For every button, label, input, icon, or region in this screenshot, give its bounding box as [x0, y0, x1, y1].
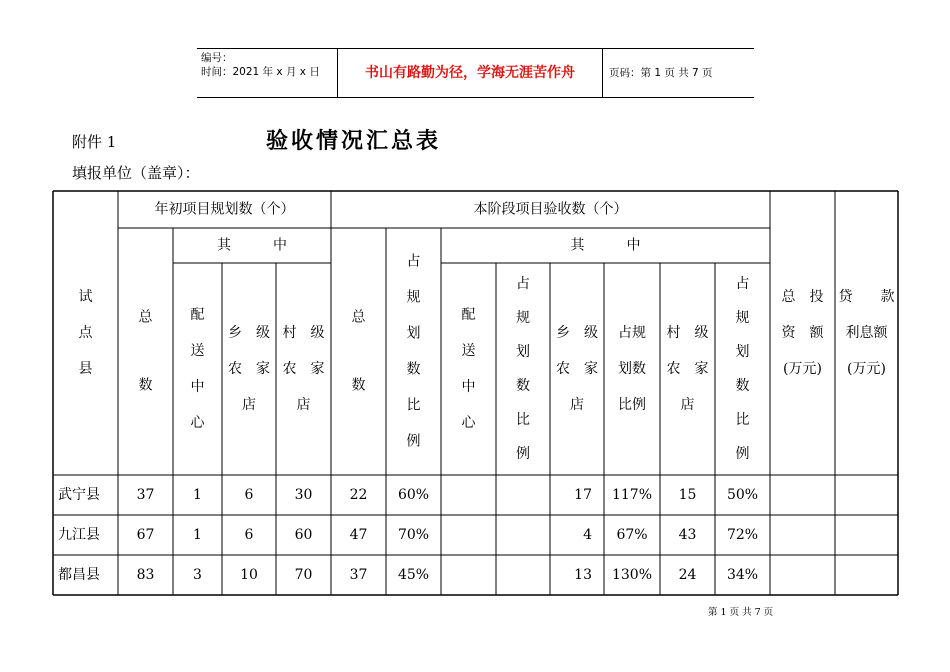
header-acc-ratio: 占: [406, 253, 421, 270]
header-acc-town: 乡 级: [556, 325, 598, 341]
page-footer: 第 1 页 共 7 页: [708, 607, 774, 618]
header-acc-center-ratio: 规: [516, 310, 530, 326]
header-acc-village: 农 家: [666, 361, 709, 377]
table-cell-county: 九江县: [58, 527, 100, 543]
header-invest: 总 投: [781, 289, 824, 305]
table-cell: 43: [678, 527, 697, 543]
header-loan: 利息额: [845, 325, 888, 341]
header-plan-center: 送: [190, 343, 205, 359]
header-plan-group: 年初项目规划数（个）: [154, 201, 295, 218]
header-acc-center-ratio: 划: [516, 344, 530, 360]
table-cell: 37: [136, 487, 155, 503]
table-cell: 3: [193, 567, 202, 583]
table-cell: 10: [240, 567, 258, 583]
table-cell: 30: [294, 487, 313, 503]
page-title: 验收情况汇总表: [266, 128, 442, 154]
header-motto: 书山有路勤为径，学海无涯苦作舟: [365, 65, 575, 81]
table-cell: 34%: [726, 567, 759, 583]
table-cell: 117%: [611, 487, 653, 503]
header-plan-village: 店: [296, 397, 311, 413]
header-acc-village-ratio: 划: [735, 344, 750, 360]
header-qizhong: 其 中: [217, 237, 287, 254]
header-plan-village: 农 家: [282, 361, 325, 377]
header-county: 试: [78, 289, 93, 305]
header-acc-center-ratio: 数: [516, 378, 530, 394]
table-cell: 4: [583, 527, 592, 543]
header-acc-village: 村 级: [666, 325, 709, 341]
time-label: 时间：2021 年 x 月 x 日: [201, 66, 320, 78]
filling-unit-label: 填报单位（盖章）：: [72, 164, 200, 182]
header-plan-center: 心: [190, 415, 205, 431]
table-cell: 45%: [397, 567, 430, 583]
header-acc-village-ratio: 占: [735, 276, 750, 292]
header-plan-town: 乡 级: [228, 325, 270, 341]
header-acc-center-ratio: 例: [516, 446, 530, 462]
table-cell: 60%: [397, 487, 430, 503]
header-acc-center: 中: [461, 379, 476, 395]
table-cell: 1: [193, 487, 202, 503]
table-cell: 130%: [611, 567, 653, 583]
header-acc-town: 店: [570, 397, 584, 413]
header-plan-town: 农 家: [228, 361, 270, 377]
number-label: 编号：: [201, 52, 233, 64]
header-acc-town: 农 家: [556, 361, 598, 377]
table-cell: 22: [349, 487, 368, 503]
header-loan: 贷 款: [838, 289, 895, 305]
header-acc-ratio: 例: [406, 433, 421, 450]
header-accept-group: 本阶段项目验收数（个）: [473, 201, 628, 218]
table-cell: 70%: [397, 527, 430, 543]
header-acc-center: 配: [461, 307, 476, 323]
table-cell-county: 都昌县: [58, 567, 100, 583]
header-acc-center: 心: [461, 415, 476, 431]
header-acc-village: 店: [680, 397, 695, 413]
header-acc-ratio: 比: [406, 397, 421, 414]
header-acc-total: 总: [351, 309, 366, 326]
header-county: 县: [78, 361, 93, 377]
header-acc-center-ratio: 占: [516, 276, 530, 292]
table-cell: 47: [349, 527, 368, 543]
header-acc-ratio: 划: [406, 325, 421, 342]
header-plan-center: 配: [190, 307, 205, 323]
header-acc-village-ratio: 规: [735, 310, 750, 326]
header-acc-town-ratio: 占规: [618, 325, 646, 341]
table-cell-county: 武宁县: [58, 487, 100, 503]
header-qizhong: 其 中: [570, 237, 641, 254]
header-acc-center-ratio: 比: [516, 412, 530, 428]
header-acc-ratio: 规: [406, 289, 421, 306]
header-county: 点: [78, 325, 93, 341]
table-cell: 70: [294, 567, 313, 583]
table-cell: 72%: [726, 527, 759, 543]
table-cell: 60: [294, 527, 313, 543]
table-cell: 83: [136, 567, 155, 583]
header-acc-center: 送: [461, 343, 476, 359]
header-plan-center: 中: [190, 379, 205, 395]
header-invest: 资 额: [781, 325, 824, 341]
header-plan-total: 总: [138, 309, 153, 326]
header-acc-town-ratio: 划数: [618, 361, 646, 377]
table-cell: 6: [244, 487, 254, 503]
header-acc-village-ratio: 数: [735, 378, 750, 394]
table-cell: 67%: [616, 527, 648, 543]
table-cell: 17: [574, 487, 592, 503]
header-loan: (万元): [847, 361, 886, 377]
header-acc-ratio: 数: [406, 361, 421, 378]
header-plan-town: 店: [242, 397, 256, 413]
header-plan-total: 数: [138, 377, 153, 394]
table-cell: 13: [574, 567, 592, 583]
attachment-label: 附件 1: [72, 133, 117, 151]
table-cell: 6: [244, 527, 254, 543]
header-acc-village-ratio: 比: [735, 412, 750, 428]
table-cell: 1: [193, 527, 202, 543]
header-acc-town-ratio: 比例: [618, 397, 646, 413]
table-cell: 37: [349, 567, 368, 583]
header-acc-village-ratio: 例: [735, 446, 750, 462]
header-plan-village: 村 级: [282, 325, 325, 341]
table-cell: 67: [136, 527, 155, 543]
table-cell: 50%: [726, 487, 759, 503]
table-cell: 24: [678, 567, 697, 583]
header-page-info: 页码：第 1 页 共 7 页: [609, 67, 713, 79]
header-acc-total: 数: [351, 377, 366, 394]
header-invest: (万元): [783, 361, 822, 377]
table-cell: 15: [678, 487, 697, 503]
